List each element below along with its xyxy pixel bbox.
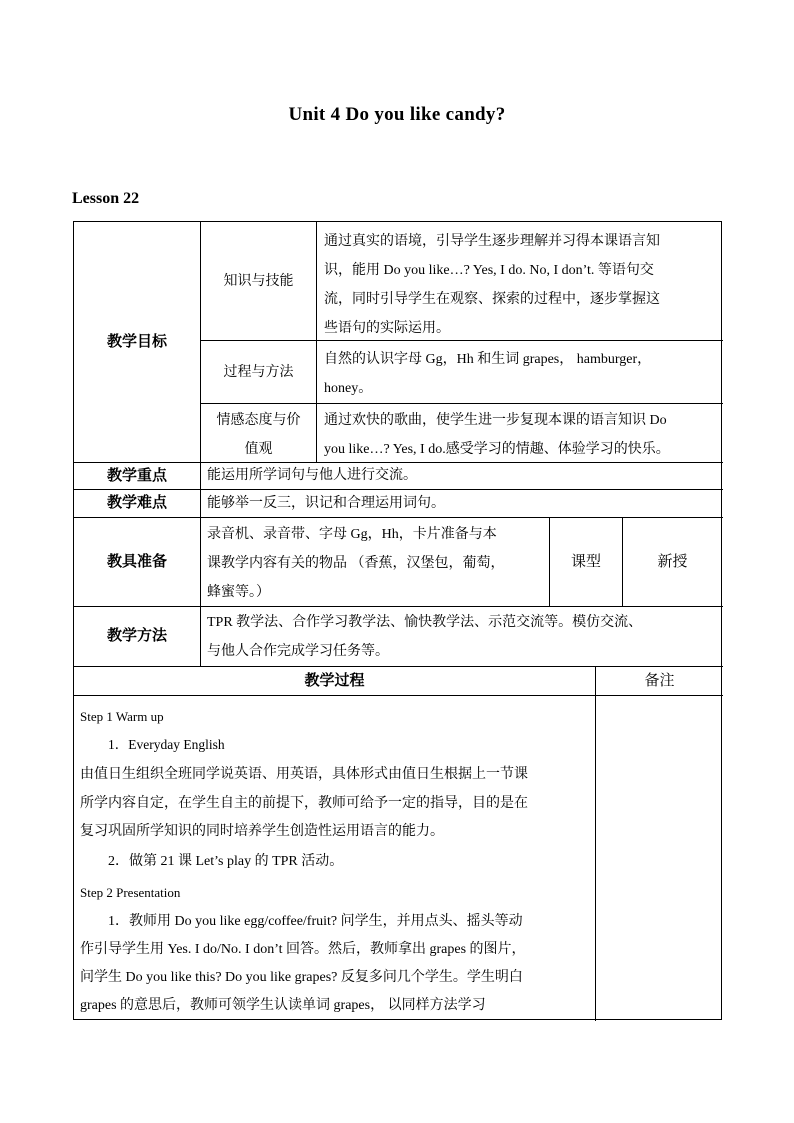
emotion-text: 通过欢快的歌曲，使学生进一步复现本课的语言知识 Do you like…? Yes, I do.感受学习的情趣、体验学习的快乐。 [324,413,670,457]
step1-item2: 2．做第 21 课 Let’s play 的 TPR 活动。 [108,854,344,869]
objectives-label: 教学目标 [106,333,167,350]
step2-para-line: 1．教师用 Do you like egg/coffee/fruit? 问学生，并用点头、摇头等动 [108,914,523,929]
notes-header: 备注 [644,672,675,689]
methods-label: 教学方法 [106,628,167,644]
step1-para-line: 所学内容自定，在学生自主的前提下，教师可给予一定的指导，目的是在 [80,796,528,811]
knowledge-text: 通过真实的语境，引导学生逐步理解并习得本课语言知 识，能用 Do you like…? Yes, I do. No, I don’t. 等语句交 流，同时引导学生在观察、探索的过程中，逐步掌握这 些语句的实际运用。 [324,234,660,336]
lesson-type-label: 课型 [570,553,601,570]
difficulties-label: 教学难点 [106,495,167,511]
difficulties-text: 能够举一反三，识记和合理运用词句。 [207,496,445,511]
lesson-plan-table [73,221,722,1020]
step2-para-line: 问学生 Do you like this? Do you like grapes? 反复多问几个学生。学生明白 [80,970,523,985]
lesson-type-value: 新授 [657,553,688,570]
step1-heading: Step 1 Warm up [80,709,164,724]
rule [74,695,723,696]
step2-para-line: 作引导学生用 Yes. I do/No. I don’t 回答。然后，教师拿出 grapes 的图片， [80,942,526,957]
rule [595,666,596,1021]
key-points-label: 教学重点 [106,467,167,484]
knowledge-label: 知识与技能 [223,273,294,289]
process-method-text: 自然的认识字母 Gg，Hh 和生词 grapes， hamburger， honey。 [324,352,652,396]
rule [316,222,317,462]
step2-heading: Step 2 Presentation [80,885,181,900]
step1-para-line: 由值日生组织全班同学说英语、用英语，具体形式由值日生根据上一节课 [80,767,528,782]
materials-label: 教具准备 [106,553,167,570]
key-points-text: 能运用所学词句与他人进行交流。 [207,468,417,483]
emotion-label: 情感态度与价 值观 [216,413,301,457]
process-header: 教学过程 [304,672,365,689]
step1-item1: 1．Everyday English [108,737,225,752]
page-title: Unit 4 Do you like candy? [288,104,506,125]
step1-para-line: 复习巩固所学知识的同时培养学生创造性运用语言的能力。 [80,824,444,839]
lesson-heading: Lesson 22 [72,190,140,207]
process-method-label: 过程与方法 [223,364,294,380]
methods-text: TPR 教学法、合作学习教学法、愉快教学法、示范交流等。模仿交流、 与他人合作完成学习任务等。 [207,615,643,659]
step2-para-line: grapes 的意思后，教师可领学生认读单词 grapes， 以同样方法学习 [80,998,486,1013]
materials-text: 录音机、录音带、字母 Gg，Hh，卡片准备与本 课教学内容有关的物品 （香蕉，汉堡包，葡萄， 蜂蜜等。） [207,527,505,600]
